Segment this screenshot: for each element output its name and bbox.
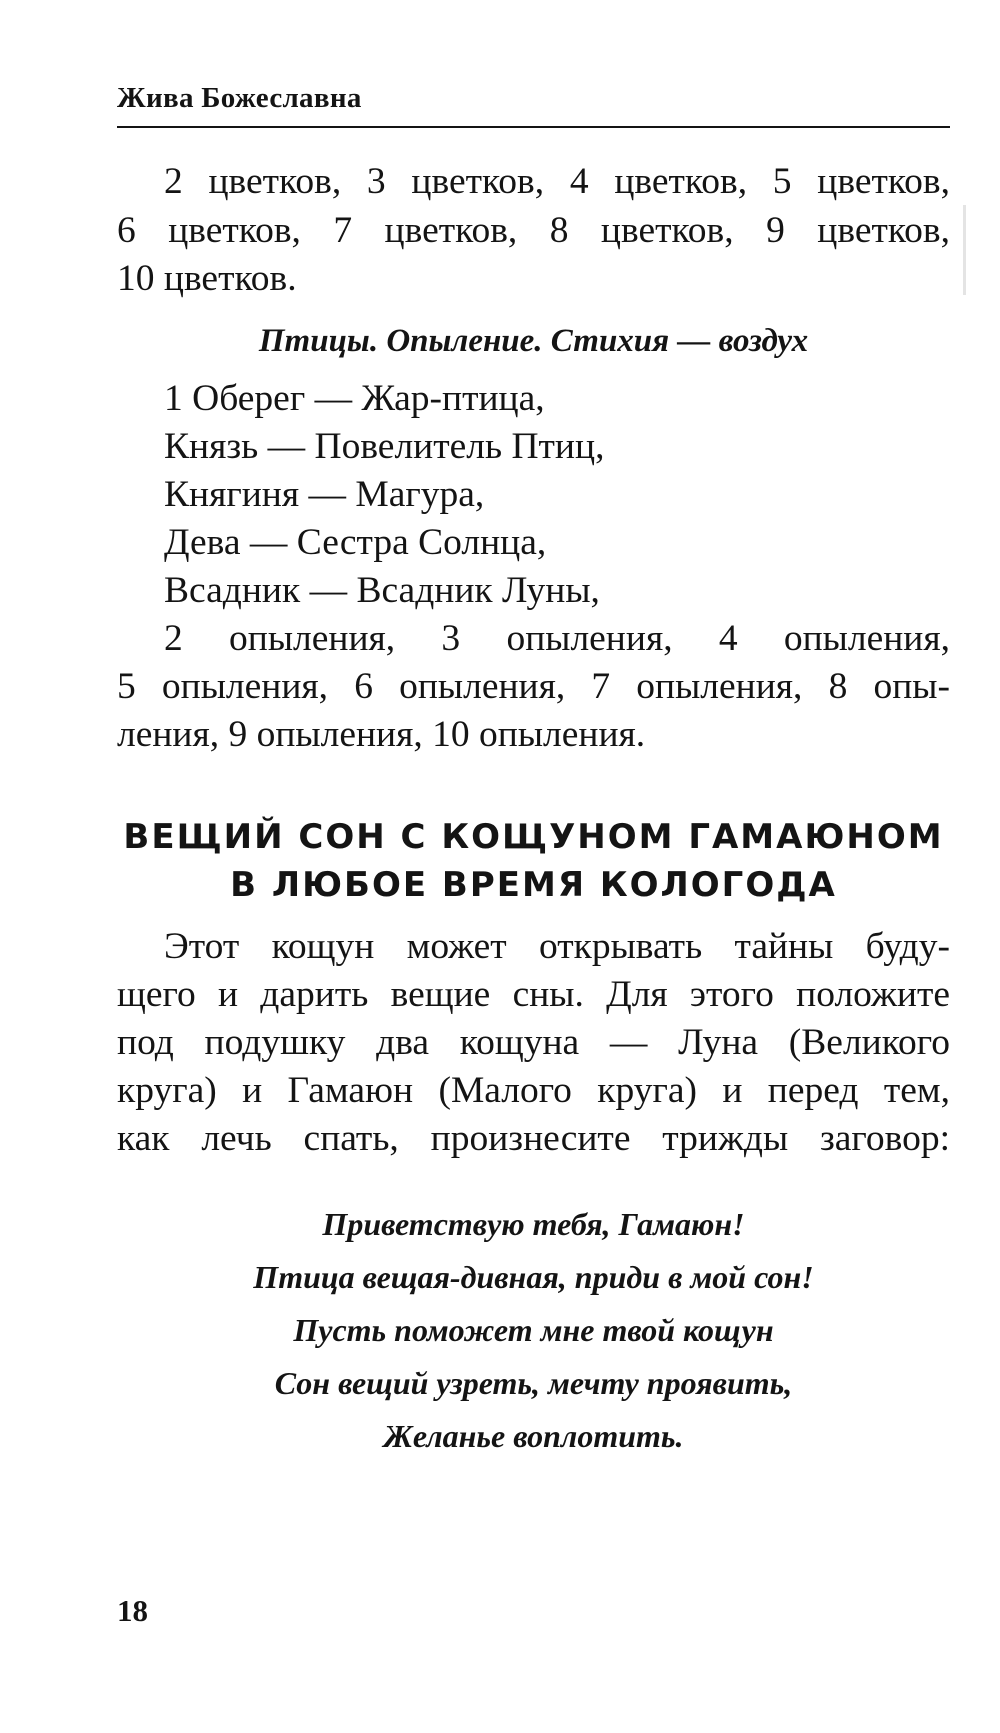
verse-line: Приветствую тебя, Гамаюн! — [322, 1206, 745, 1242]
list-item: Княгиня — Магура, — [164, 474, 485, 515]
page-edge-shadow — [963, 205, 966, 295]
body-line: 10 цветков. — [117, 258, 297, 299]
header-rule — [117, 126, 950, 128]
section-title: В ЛЮБОЕ ВРЕМЯ КОЛОГОДА — [230, 865, 837, 905]
body-line: круга) и Гамаюн (Малого круга) и перед тем, — [117, 1070, 950, 1111]
verse-line: Пусть поможет мне твой кощун — [293, 1312, 774, 1348]
verse-line: Желанье воплотить. — [383, 1418, 684, 1454]
verse-line: Птица вещая-дивная, приди в мой сон! — [253, 1259, 814, 1295]
body-line: 5 опыления, 6 опыления, 7 опыления, 8 опы- — [117, 666, 950, 707]
body-line: Этот кощун может открывать тайны буду- — [164, 926, 950, 967]
body-line: ления, 9 опыления, 10 опыления. — [117, 714, 646, 755]
page-number: 18 — [117, 1593, 148, 1628]
list-item: Всадник — Всадник Луны, — [164, 570, 600, 611]
list-item: 1 Оберег — Жар-птица, — [164, 378, 545, 419]
list-item: Князь — Повелитель Птиц, — [164, 426, 605, 467]
body-line: 6 цветков, 7 цветков, 8 цветков, 9 цветков, — [117, 210, 950, 251]
body-line: под подушку два кощуна — Луна (Великого — [117, 1022, 950, 1063]
body-line: 2 цветков, 3 цветков, 4 цветков, 5 цветков, — [164, 161, 950, 202]
body-line: щего и дарить вещие сны. Для этого положите — [117, 974, 950, 1015]
subsection-heading: Птицы. Опыление. Стихия — воздух — [258, 323, 809, 359]
verse-line: Сон вещий узреть, мечту проявить, — [274, 1365, 793, 1401]
running-head: Жива Божеславна — [117, 82, 362, 114]
body-line: как лечь спать, произнесите трижды заговор: — [117, 1118, 950, 1159]
section-title: ВЕЩИЙ СОН С КОЩУНОМ ГАМАЮНОМ — [123, 817, 944, 857]
list-item: Дева — Сестра Солнца, — [164, 522, 547, 563]
body-line: 2 опыления, 3 опыления, 4 опыления, — [164, 618, 950, 659]
